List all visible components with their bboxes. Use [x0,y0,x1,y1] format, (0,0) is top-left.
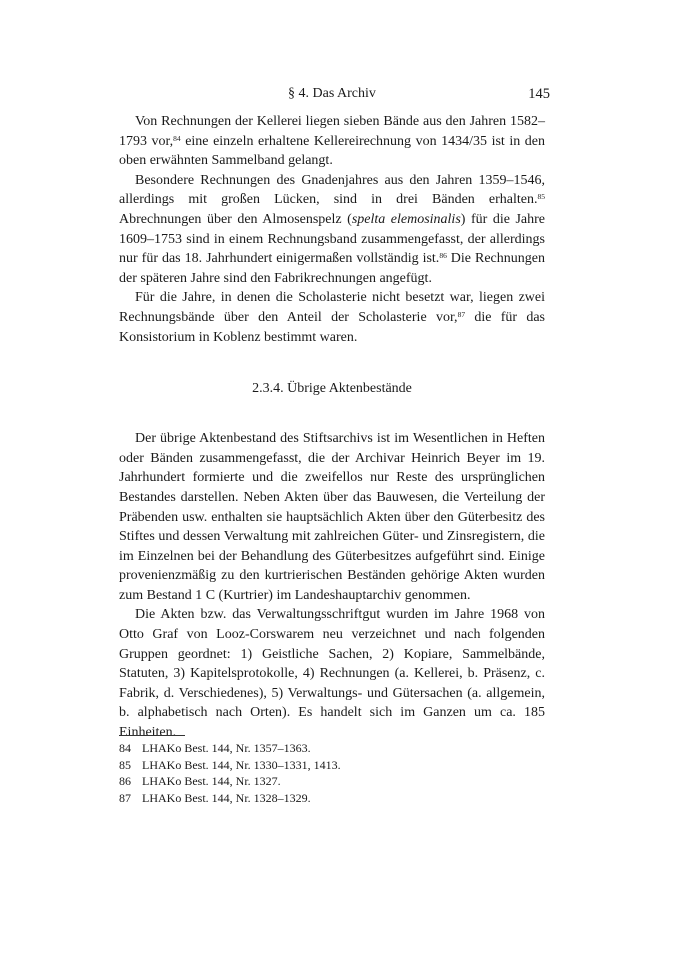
paragraph-text: Von Rechnungen der Kellerei liegen sieben Bände aus den Jahren 1582–1793 vor, [119,114,545,149]
footnote [119,790,545,807]
paragraph-text: Für die Jahre, in denen die Scholasterie nicht besetzt war, liegen zwei Rechnungsbände über den Anteil der Scholasterie vor, [119,290,545,325]
italic-text: spelta elemosinalis [351,211,461,227]
paragraph [119,288,545,347]
paragraph [119,112,545,171]
paragraph-text: Besondere Rechnungen des Gnadenjahres aus den Jahren 1359–1546, allerdings mit großen Lücken, sind in drei Bänden erhalten. [119,172,545,208]
footnote [119,773,545,790]
paragraph-text: eine einzeln erhaltene Kellereirechnung von 1434/35 ist in den oben erwähnten Sammelband gelangt. [119,133,545,169]
paragraph-text: Der übrige Aktenbestand des Stiftsarchivs ist im Wesentlichen in Heften oder Bänden zusammengefasst, die der Archivar Heinrich Beyer im 19. Jahrhundert formierte und die zweifellos nur Reste des ursprünglichen Bestandes darstellen. Neben Akten über das Bauwesen, die Verteilung der Präbenden usw. enthalten sie hauptsächlich Akten über den Güterbesitz des Stiftes und dessen Verwaltung mit zahlreichen Güter- und Zinsregistern, die im Einzelnen bei der Behandlung des Güterbesitzes aufgeführt sind. Einige provenienzmäßig zu den kurtrierischen Beständen gehörige Akten wurden zum Bestand 1 C (Kurtrier) im Landeshauptarchiv genommen. [119,431,545,603]
main-text [119,112,545,743]
footnote-number: 87 [119,790,131,805]
footnote-text: LHAKo Best. 144, Nr. 1357–1363. [142,741,311,755]
footnote-rule [119,735,185,736]
footnote-text: LHAKo Best. 144, Nr. 1330–1331, 1413. [142,757,341,772]
paragraph-text: ) für die Jahre 1609–1753 sind in einem Rechnungsband zusammengefasst, der allerdings nur für das 18. Jahrhundert einigermaßen vollständig ist. [119,211,545,267]
paragraph [119,171,545,289]
paragraph [119,429,545,605]
footnote-reference: 84 [173,133,181,143]
running-head [0,84,700,104]
paragraph-text: Abrechnungen über den Almosenspelz ( [119,211,352,227]
footnote-text: LHAKo Best. 144, Nr. 1328–1329. [142,790,311,805]
paragraph [119,605,545,742]
footnote-number: 86 [119,774,131,788]
footnote-reference: 86 [439,251,447,261]
footnote-number: 84 [119,741,131,755]
footnote-reference: 85 [537,192,545,202]
section-heading: 2.3.4. Übrige Aktenbestände [252,381,412,397]
footnote-number: 85 [119,757,131,772]
paragraphs-after-heading [119,429,545,743]
page-number: 145 [528,86,550,102]
footnote-text: LHAKo Best. 144, Nr. 1327. [142,774,281,788]
paragraph-text: Die Akten bzw. das Verwaltungsschriftgut wurden im Jahre 1968 von Otto Graf von Looz-Corswarem neu verzeichnet und nach folgenden Gruppen geordnet: 1) Geistliche Sachen, 2) Kopiare, Sammelbände, Statuten, 3) Kapitelsprotokolle, 4) Rechnungen (a. Kellerei, b. Präsenz, c. Fabrik, d. Verschiedenes), 5) Verwaltungs- und Gütersachen (a. allgemein, b. alphabetisch nach Orten). Es handelt sich im Ganzen um ca. 185 Einheiten. [119,607,545,741]
footnote [119,740,545,757]
running-title: § 4. Das Archiv [288,86,376,101]
footnotes [119,735,545,806]
paragraph-text: Die Rechnungen der späteren Jahre sind den Fabrikrechnungen angefügt. [119,251,545,286]
paragraph-text: die für das Konsistorium in Koblenz bestimmt waren. [119,309,546,345]
footnote-reference: 87 [457,309,466,319]
footnote [119,757,545,774]
footnote-list [119,740,545,806]
paragraphs-before-heading [119,112,545,347]
